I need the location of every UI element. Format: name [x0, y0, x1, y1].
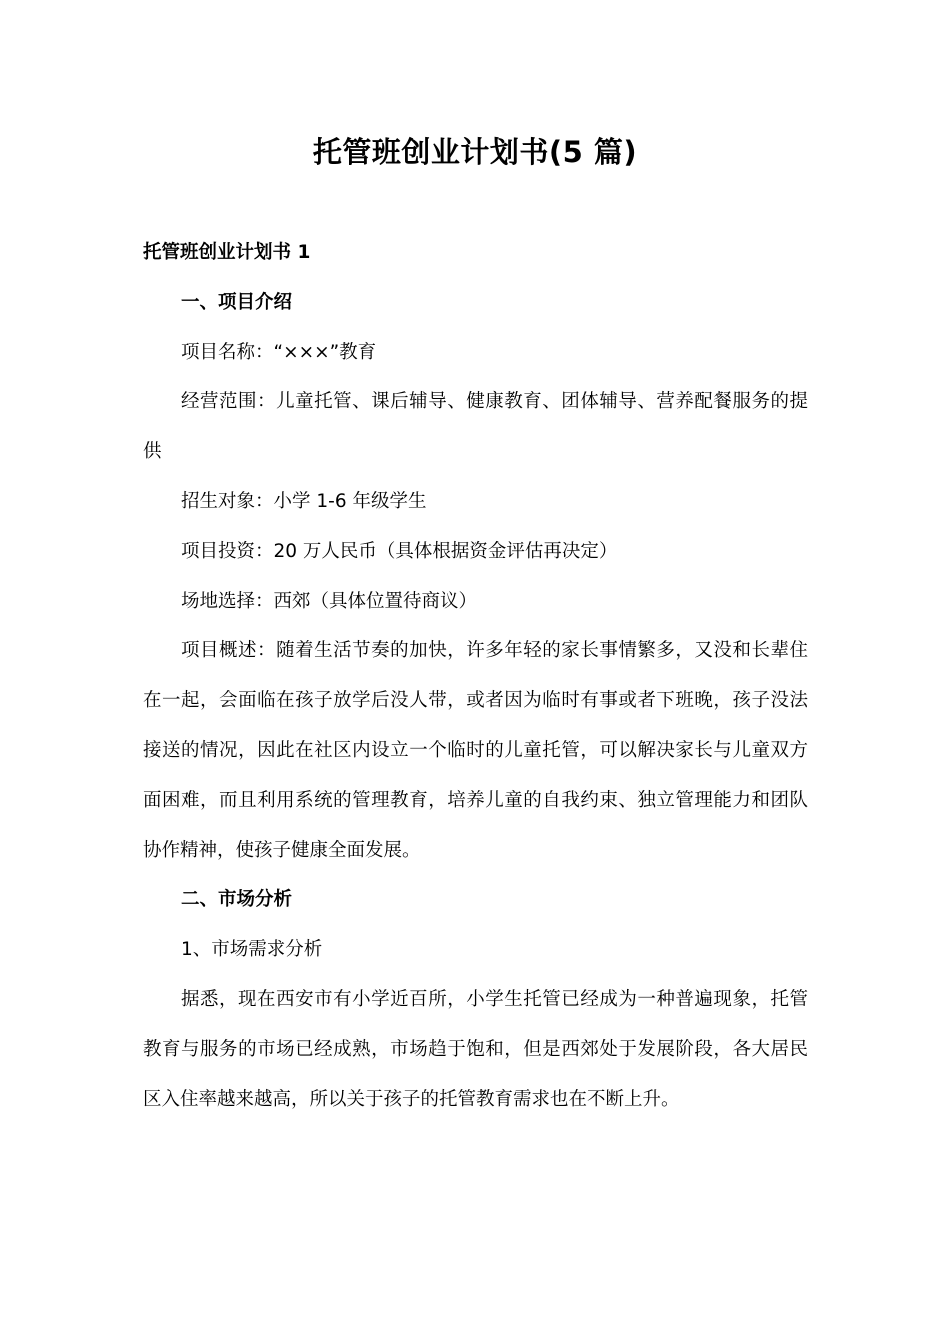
- project-name-line: 项目名称：“×××”教育: [181, 341, 377, 363]
- overview-line-1: 项目概述：随着生活节奏的加快，许多年轻的家长事情繁多，又没和长辈住: [181, 640, 808, 662]
- subsection-heading-market-demand: 1、市场需求分析: [181, 939, 323, 961]
- overview-line-2: 在一起，会面临在孩子放学后没人带，或者因为临时有事或者下班晚，孩子没法: [143, 690, 808, 712]
- site-selection-line: 场地选择：西郊（具体位置待商议）: [181, 590, 478, 612]
- overview-line-4: 面困难，而且利用系统的管理教育，培养儿童的自我约束、独立管理能力和团队: [143, 789, 808, 811]
- overview-line-5: 协作精神，使孩子健康全面发展。: [143, 839, 421, 861]
- section-heading-project-intro: 一、项目介绍: [181, 291, 293, 313]
- demand-line-1: 据悉，现在西安市有小学近百所，小学生托管已经成为一种普遍现象，托管: [181, 988, 808, 1010]
- document-title: 托管班创业计划书(5 篇): [312, 135, 638, 169]
- business-scope-line-1: 经营范围：儿童托管、课后辅导、健康教育、团体辅导、营养配餐服务的提: [181, 391, 808, 413]
- document-body: [143, 228, 808, 1124]
- investment-line: 项目投资：20 万人民币（具体根据资金评估再决定）: [181, 540, 618, 562]
- overview-line-3: 接送的情况，因此在社区内设立一个临时的儿童托管，可以解决家长与儿童双方: [143, 739, 808, 761]
- demand-line-2: 教育与服务的市场已经成熟，市场趋于饱和，但是西郊处于发展阶段，各大居民: [143, 1038, 808, 1060]
- enrollment-target-line: 招生对象：小学 1-6 年级学生: [181, 490, 427, 512]
- demand-line-3: 区入住率越来越高，所以关于孩子的托管教育需求也在不断上升。: [143, 1088, 680, 1110]
- business-scope-line-2: 供: [143, 441, 162, 463]
- plan-subtitle: 托管班创业计划书 1: [143, 242, 311, 263]
- section-heading-market-analysis: 二、市场分析: [181, 889, 293, 911]
